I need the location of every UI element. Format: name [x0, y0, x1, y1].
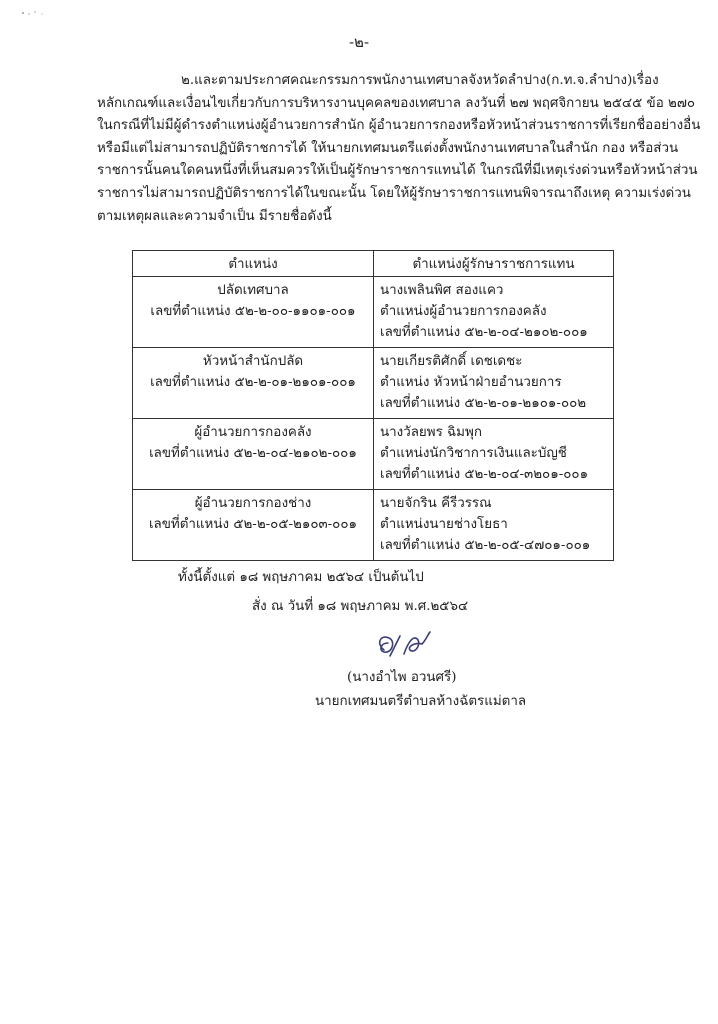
paragraph-line: ตามเหตุผลและความจำเป็น มีรายชื่อดังนี้	[97, 208, 332, 224]
paragraph-line: หลักเกณฑ์และเงื่อนไขเกี่ยวกับการบริหารงานบุคคลของเทศบาล ลงวันที่ ๒๗ พฤศจิกายน ๒๕๔๕ ข้อ ๒๗๐	[97, 95, 696, 111]
position-title: หัวหน้าสำนักปลัด	[202, 354, 304, 369]
table-row	[133, 277, 614, 348]
acting-code: เลขที่ตำแหน่ง ๕๒-๒-๐๑-๒๑๐๑-๐๐๒	[380, 396, 587, 411]
paragraph-line: ราชการนั้นคนใดคนหนึ่งที่เห็นสมควรให้เป็นผู้รักษาราชการแทนได้ ในกรณีที่มีเหตุเร่งด่วนหรือหัวหน้าส่วน	[97, 163, 698, 179]
acting-name: นายจักริน คีรีวรรณ	[380, 496, 492, 511]
position-code: เลขที่ตำแหน่ง ๕๒-๒-๐๐-๑๑๐๑-๐๐๑	[150, 304, 356, 319]
acting-cell	[374, 348, 614, 419]
acting-code: เลขที่ตำแหน่ง ๕๒-๒-๐๔-๓๒๐๑-๐๐๑	[380, 467, 589, 482]
table-row	[133, 490, 614, 561]
paragraph-line: ราชการไม่สามารถปฏิบัติราชการได้ในขณะนั้น โดยให้ผู้รักษาราชการแทนพิจารณาถึงเหตุ ความเร่งด่วน	[97, 185, 691, 201]
header-position: ตำแหน่ง	[133, 251, 374, 277]
header-acting-position: ตำแหน่งผู้รักษาราชการแทน	[374, 251, 614, 277]
acting-title: ตำแหน่งนายช่างโยธา	[380, 517, 508, 532]
page-number: -๒-	[348, 33, 370, 51]
table-header-row	[133, 251, 614, 277]
position-code: เลขที่ตำแหน่ง ๕๒-๒-๐๑-๒๑๐๑-๐๐๑	[150, 375, 356, 390]
acting-cell	[374, 277, 614, 348]
acting-name: นางวัลยพร ฉิมพุก	[380, 425, 482, 440]
position-cell	[133, 277, 374, 348]
effective-date-line: ทั้งนี้ตั้งแต่ ๑๘ พฤษภาคม ๒๕๖๔ เป็นต้นไป	[178, 570, 424, 585]
position-code: เลขที่ตำแหน่ง ๕๒-๒-๐๕-๒๑๐๓-๐๐๑	[148, 517, 358, 532]
acting-assignment-table	[132, 250, 614, 561]
signer-title: นายกเทศมนตรีตำบลห้างฉัตรแม่ตาล	[315, 694, 527, 709]
signer-name: (นางอำไพ อวนศรี)	[347, 670, 457, 685]
scan-noise-marks	[20, 8, 60, 18]
position-title: ผู้อำนวยการกองช่าง	[194, 496, 312, 511]
position-cell	[133, 419, 374, 490]
acting-title: ตำแหน่ง หัวหน้าฝ่ายอำนวยการ	[380, 375, 562, 390]
acting-title: ตำแหน่งนักวิชาการเงินและบัญชี	[380, 446, 567, 461]
acting-name: นางเพลินพิศ สองแคว	[380, 283, 504, 298]
table-row	[133, 419, 614, 490]
paragraph-line: ในกรณีที่ไม่มีผู้ดำรงตำแหน่งผู้อำนวยการสำนัก ผู้อำนวยการกองหรือหัวหน้าส่วนราชการที่เรียกชื่ออย่างอื่น	[97, 118, 701, 134]
acting-code: เลขที่ตำแหน่ง ๕๒-๒-๐๔-๒๑๐๒-๐๐๑	[380, 325, 588, 340]
acting-cell	[374, 419, 614, 490]
position-code: เลขที่ตำแหน่ง ๕๒-๒-๐๔-๒๑๐๒-๐๐๑	[149, 446, 357, 461]
position-title: ผู้อำนวยการกองคลัง	[194, 425, 312, 440]
position-cell	[133, 490, 374, 561]
acting-code: เลขที่ตำแหน่ง ๕๒-๒-๐๕-๔๗๐๑-๐๐๑	[380, 538, 591, 553]
handwritten-signature	[370, 630, 440, 664]
table-row	[133, 348, 614, 419]
position-title: ปลัดเทศบาล	[217, 283, 289, 298]
body-paragraph	[97, 70, 701, 228]
acting-name: นายเกียรติศักดิ์ เดชเดชะ	[380, 354, 523, 369]
acting-cell	[374, 490, 614, 561]
position-cell	[133, 348, 374, 419]
paragraph-line: หรือมีแต่ไม่สามารถปฏิบัติราชการได้ ให้นายกเทศมนตรีแต่งตั้งพนักงานเทศบาลในสำนัก กอง หรือส่วน	[97, 140, 679, 156]
acting-title: ตำแหน่งผู้อำนวยการกองคลัง	[380, 304, 547, 319]
order-date-line: สั่ง ณ วันที่ ๑๘ พฤษภาคม พ.ศ.๒๕๖๔	[252, 599, 469, 614]
paragraph-line: ๒.และตามประกาศคณะกรรมการพนักงานเทศบาลจังหวัดลำปาง(ก.ท.จ.ลำปาง)เรื่อง	[181, 73, 659, 88]
